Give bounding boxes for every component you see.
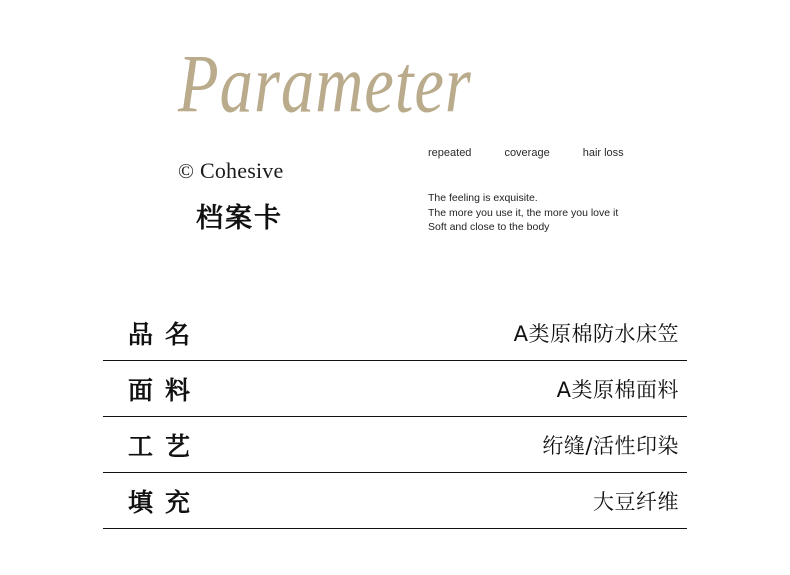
table-row	[103, 361, 687, 417]
keyword-item: hair loss	[582, 147, 624, 159]
description-line: Soft and close to the body	[428, 221, 550, 233]
spec-label: 填充	[128, 487, 203, 517]
description-line: The feeling is exquisite.	[428, 192, 538, 204]
description-line: The more you use it, the more you love it	[428, 206, 619, 219]
spec-value: 绗缝/活性印染	[542, 433, 679, 458]
table-row	[103, 473, 687, 529]
brand-block	[178, 160, 283, 182]
spec-value: A类原棉防水床笠	[513, 321, 679, 346]
spec-label: 工艺	[128, 431, 203, 461]
spec-value: A类原棉面料	[556, 377, 679, 402]
keyword-list	[428, 147, 624, 159]
spec-value: 大豆纤维	[593, 489, 679, 514]
table-row	[103, 305, 687, 361]
keyword-item: coverage	[504, 147, 550, 159]
spec-table	[103, 305, 687, 529]
description-block	[428, 191, 618, 235]
keyword-item: repeated	[428, 147, 472, 159]
spec-label: 面料	[128, 375, 203, 405]
page-title: Parameter	[178, 37, 472, 130]
brand-subtitle: 档案卡	[196, 203, 283, 234]
table-row	[103, 417, 687, 473]
copyright-icon: ©	[178, 158, 194, 183]
spec-label: 品名	[128, 319, 203, 349]
brand-name: Cohesive	[199, 158, 284, 183]
